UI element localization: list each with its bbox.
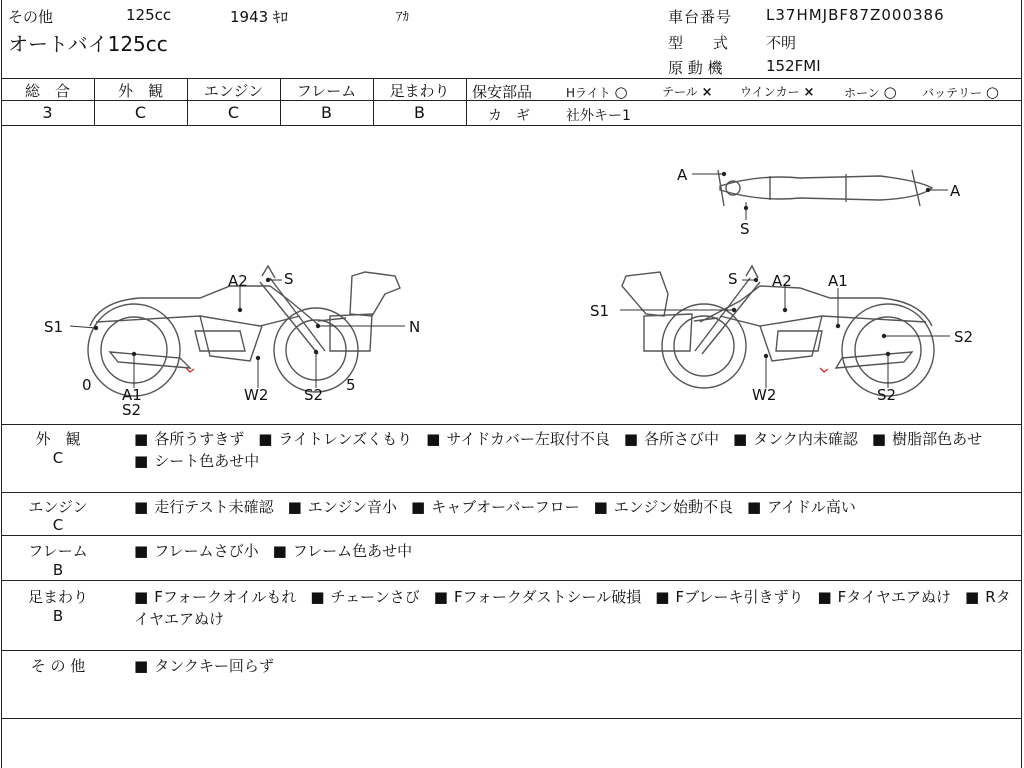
- diagram-label: S2: [304, 386, 324, 404]
- remark-label-suspension: 足まわり: [27, 588, 88, 606]
- vehicle-type: オートバイ125cc: [8, 32, 168, 56]
- remark-item: ■ 各所さび中: [624, 430, 719, 448]
- grade-label-exterior: 外 観: [117, 82, 163, 100]
- remark-label-engine: エンジン: [28, 498, 88, 516]
- remark-item: ■ 走行テスト未確認: [134, 498, 274, 516]
- remark-items-exterior: [134, 428, 1014, 472]
- grid-line: [1, 492, 1022, 493]
- remark-item: ■ Fタイヤエアぬけ: [817, 588, 951, 606]
- remark-item: ■ タンクキー回らず: [134, 657, 274, 675]
- engine-label: 原 動 機: [668, 59, 723, 77]
- grade-value-engine: C: [227, 103, 240, 122]
- safety-mark: ○: [985, 83, 999, 101]
- safety-item-headlight: Hライト ○: [566, 83, 628, 101]
- safety-mark: ○: [883, 83, 897, 101]
- safety-item-winker: ウインカー ×: [740, 85, 815, 100]
- remark-item: ■ アイドル高い: [747, 498, 856, 516]
- remark-label-frame: フレーム: [28, 542, 88, 560]
- remark-grade-engine: C: [52, 516, 64, 534]
- remark-label-other: そ の 他: [30, 657, 86, 675]
- diagram-label: S2: [954, 328, 974, 346]
- diagram-label: A1: [828, 272, 848, 290]
- diagram-label: S: [740, 220, 750, 238]
- grid-line: [1, 718, 1022, 719]
- diagram-label: S: [284, 270, 294, 288]
- remark-item: ■ タンク内未確認: [733, 430, 858, 448]
- displacement: 125cc: [126, 6, 172, 24]
- key-value: 社外キー1: [566, 108, 631, 124]
- grade-value-suspension: B: [414, 103, 425, 122]
- grade-value-frame: B: [321, 103, 332, 122]
- remark-item: ■ エンジン始動不良: [594, 498, 733, 516]
- bike-top-view: [718, 170, 932, 206]
- grade-value-overall: 3: [42, 103, 53, 122]
- diagram-label: A1: [122, 386, 142, 404]
- remark-item: ■ シート色あせ中: [134, 452, 259, 470]
- remark-item: ■ 各所うすきず: [134, 430, 244, 448]
- remark-item: ■ Fブレーキ引きずり: [655, 588, 803, 606]
- mileage: 1943 ｷﾛ: [230, 8, 288, 26]
- safety-item-tail: テール ×: [662, 85, 713, 100]
- diagram-label: 5: [346, 376, 356, 394]
- key-label: カ ギ: [488, 108, 530, 124]
- safety-mark: ○: [614, 83, 628, 101]
- diagram-label: W2: [244, 386, 269, 404]
- grade-label-frame: フレーム: [296, 82, 357, 100]
- remark-grade-suspension: B: [52, 607, 64, 625]
- diagram-label: S1: [44, 318, 64, 336]
- remark-grade-exterior: C: [52, 449, 64, 467]
- remark-grade-frame: B: [52, 561, 64, 579]
- remark-label-exterior: 外 観: [35, 430, 81, 448]
- remark-item: ■ Fフォークダストシール破損: [434, 588, 641, 606]
- remark-items-suspension: [134, 586, 1014, 630]
- grade-label-engine: エンジン: [203, 82, 264, 100]
- grade-label-overall: 総 合: [24, 82, 70, 100]
- safety-label: 保安部品: [472, 83, 533, 101]
- grid-line: [1, 78, 1022, 79]
- diagram-label: N: [409, 318, 421, 336]
- frame-no-label: 車台番号: [668, 8, 733, 26]
- remark-item: ■ キャブオーバーフロー: [411, 498, 580, 516]
- remark-items-engine: [134, 496, 1014, 518]
- motorcycle-damage-diagram: [0, 126, 1022, 424]
- remark-item: ■ ライトレンズくもり: [258, 430, 412, 448]
- safety-item-horn: ホーン ○: [844, 83, 897, 101]
- color: ｱｶ: [396, 10, 409, 25]
- safety-mark: ×: [803, 85, 815, 100]
- diagram-label: S2: [877, 386, 897, 404]
- diagram-label: S: [728, 270, 738, 288]
- diagram-label: A2: [772, 272, 792, 290]
- grid-line: [1, 424, 1022, 425]
- frame-no: L37HMJBF87Z000386: [766, 6, 945, 24]
- diagram-label: S1: [590, 302, 610, 320]
- remark-item: ■ 樹脂部色あせ: [872, 430, 982, 448]
- safety-item-battery: バッテリー ○: [922, 83, 999, 101]
- remark-item: ■ フレームさび小: [134, 542, 259, 560]
- model-value: 不明: [766, 34, 797, 52]
- remark-item: ■ Fフォークオイルもれ: [134, 588, 296, 606]
- remark-item: ■ チェーンさび: [310, 588, 419, 606]
- diagram-label: S2: [122, 401, 142, 419]
- model-label: 型 式: [668, 34, 729, 52]
- remark-item: ■ エンジン音小: [288, 498, 397, 516]
- category: その他: [8, 8, 54, 26]
- remark-items-other: [134, 655, 1014, 677]
- diagram-label: A2: [228, 272, 248, 290]
- grid-line: [466, 78, 467, 125]
- diagram-label: A: [677, 166, 688, 184]
- engine-value: 152FMI: [766, 57, 821, 75]
- remark-items-frame: [134, 540, 1014, 562]
- grid-line: [1, 650, 1022, 651]
- remark-item: ■ フレーム色あせ中: [273, 542, 413, 560]
- remark-item: ■ サイドカバー左取付不良: [426, 430, 610, 448]
- grid-line: [1, 580, 1022, 581]
- safety-mark: ×: [701, 85, 713, 100]
- diagram-label: A: [950, 182, 961, 200]
- grid-line: [1, 535, 1022, 536]
- diagram-label: W2: [752, 386, 777, 404]
- remark-item: ■ Rタイヤエアぬけ: [134, 588, 1011, 628]
- damage-mark: [820, 368, 828, 372]
- diagram-label: 0: [82, 376, 92, 394]
- grade-label-suspension: 足まわり: [389, 82, 450, 100]
- grade-value-exterior: C: [134, 103, 147, 122]
